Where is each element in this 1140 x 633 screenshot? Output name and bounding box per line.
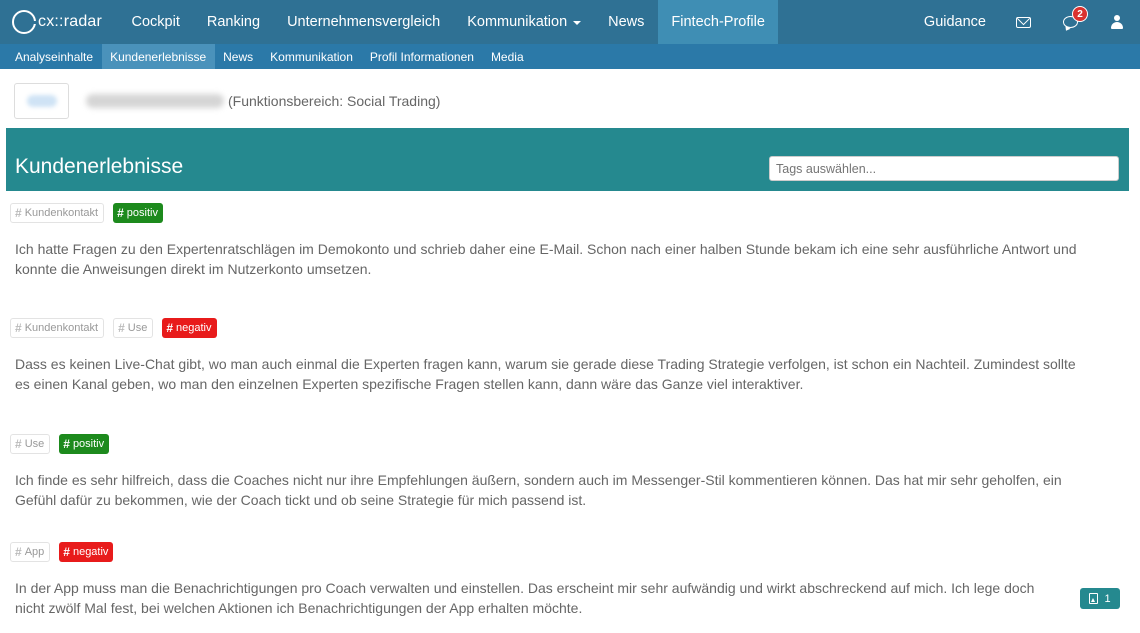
sentiment-badge-negative[interactable] (162, 318, 216, 338)
tag-label: Use (24, 438, 45, 450)
tag-label: Kundenkontakt (24, 322, 99, 334)
mail-button[interactable] (1000, 0, 1047, 44)
hash-icon: # (118, 321, 125, 335)
nav-right-group (910, 0, 1140, 44)
sentiment-badge-positive[interactable] (113, 203, 163, 223)
nav-kommunikation-dropdown[interactable] (454, 0, 595, 44)
hash-icon: # (15, 437, 22, 451)
experience-item (10, 203, 1120, 279)
hash-icon: # (15, 321, 22, 335)
experience-item (10, 318, 1120, 394)
nav-guidance[interactable]: Guidance (923, 14, 986, 30)
tag-label: negativ (72, 546, 109, 558)
attachment-button[interactable] (1080, 588, 1120, 609)
experience-text: Ich hatte Fragen zu den Expertenratschlägen im Demokonto und schrieb daher eine E-Mail. Schon nach einer halben Stunde bekam ich eine sehr ausführliche Antwort und konnte die Anweisungen direkt im Nutzerkonto umsetzen. (15, 241, 1077, 277)
image-file-icon (1089, 593, 1098, 604)
tag-badge[interactable] (10, 542, 50, 562)
tag-select-input[interactable] (769, 156, 1119, 181)
experience-text: Dass es keinen Live-Chat gibt, wo man auch einmal die Experten fragen kann, warum sie gerade diese Trading Strategie verfolgen, ist schon ein Nachteil. Zumindest sollte es einen Kanal geben, wo man den einzelnen Experten spezifische Fragen stellen kann, dann wäre das Ganze viel interaktiver. (15, 356, 1076, 392)
nav-unternehmensvergleich[interactable]: Unternehmensvergleich (287, 14, 441, 30)
subnav-profil-informationen[interactable]: Profil Informationen (369, 49, 474, 64)
nav-kommunikation-label: Kommunikation (467, 14, 568, 30)
messages-count-badge: 2 (1072, 6, 1088, 22)
tag-label: positiv (72, 438, 105, 450)
caret-down-icon (573, 21, 581, 25)
nav-ranking[interactable]: Ranking (206, 14, 261, 30)
section-title: Kundenerlebnisse (15, 155, 184, 178)
tag-badge[interactable] (10, 318, 104, 338)
nav-cockpit[interactable]: Cockpit (131, 14, 180, 30)
tag-list (10, 318, 1120, 338)
user-icon (1111, 15, 1123, 29)
hash-icon: # (117, 206, 124, 220)
experience-item (10, 542, 1120, 618)
envelope-icon (1016, 17, 1031, 28)
tag-list (10, 434, 1120, 454)
profile-header (14, 83, 440, 119)
experience-text: Ich finde es sehr hilfreich, dass die Coaches nicht nur ihre Empfehlungen äußern, sondern auch im Messenger-Stil kommentieren können. Das hat mir sehr geholfen, ein Gefühl dafür zu bekommen, wie der Coach tickt und ob seine Strategie für mich passend ist. (15, 472, 1062, 508)
tag-label: App (24, 546, 45, 558)
tag-label: Use (127, 322, 148, 334)
sentiment-badge-negative[interactable] (59, 542, 113, 562)
top-navbar (0, 0, 1140, 44)
hash-icon: # (63, 545, 70, 559)
brand-name: cx::radar (38, 13, 103, 30)
tag-label: Kundenkontakt (24, 207, 99, 219)
nav-fintech-profile[interactable]: Fintech-Profile (658, 0, 778, 44)
experience-item (10, 434, 1120, 510)
nav-news[interactable]: News (608, 14, 645, 30)
sub-navbar (0, 44, 1140, 69)
sentiment-badge-positive[interactable] (59, 434, 109, 454)
brand-logo[interactable] (0, 0, 118, 44)
blurred-logo-image (27, 95, 57, 107)
tag-badge[interactable] (113, 318, 153, 338)
blurred-company-name (86, 94, 224, 108)
subnav-analyseinhalte[interactable]: Analyseinhalte (15, 49, 94, 64)
attachment-count: 1 (1104, 592, 1111, 605)
subnav-kundenerlebnisse[interactable]: Kundenerlebnisse (102, 44, 215, 69)
tag-label: positiv (126, 207, 158, 219)
functional-area-label: (Funktionsbereich: Social Trading) (228, 93, 441, 109)
experience-text: In der App muss man die Benachrichtigungen pro Coach verwalten und einstellen. Das erscheint mir sehr aufwändig und wirkt abschreckend auf mich. Ich lege doch nicht zwölf Mal fest, bei welchen Aktionen ich Benachrichtigungen der App erhalten möchte. (15, 580, 1035, 616)
company-logo (14, 83, 69, 119)
subnav-kommunikation[interactable]: Kommunikation (270, 49, 353, 64)
messages-button[interactable] (1047, 0, 1094, 44)
hash-icon: # (15, 545, 22, 559)
logo-ring-icon (12, 10, 36, 34)
tag-label: negativ (176, 322, 212, 334)
subnav-media[interactable]: Media (490, 49, 524, 64)
subnav-news[interactable]: News (223, 49, 254, 64)
tag-list (10, 542, 1120, 562)
section-header (6, 128, 1129, 191)
hash-icon: # (15, 206, 22, 220)
tag-badge[interactable] (10, 203, 104, 223)
tag-list (10, 203, 1120, 223)
hash-icon: # (166, 321, 174, 335)
tag-badge[interactable] (10, 434, 50, 454)
user-menu-button[interactable] (1094, 0, 1140, 44)
hash-icon: # (63, 437, 70, 451)
